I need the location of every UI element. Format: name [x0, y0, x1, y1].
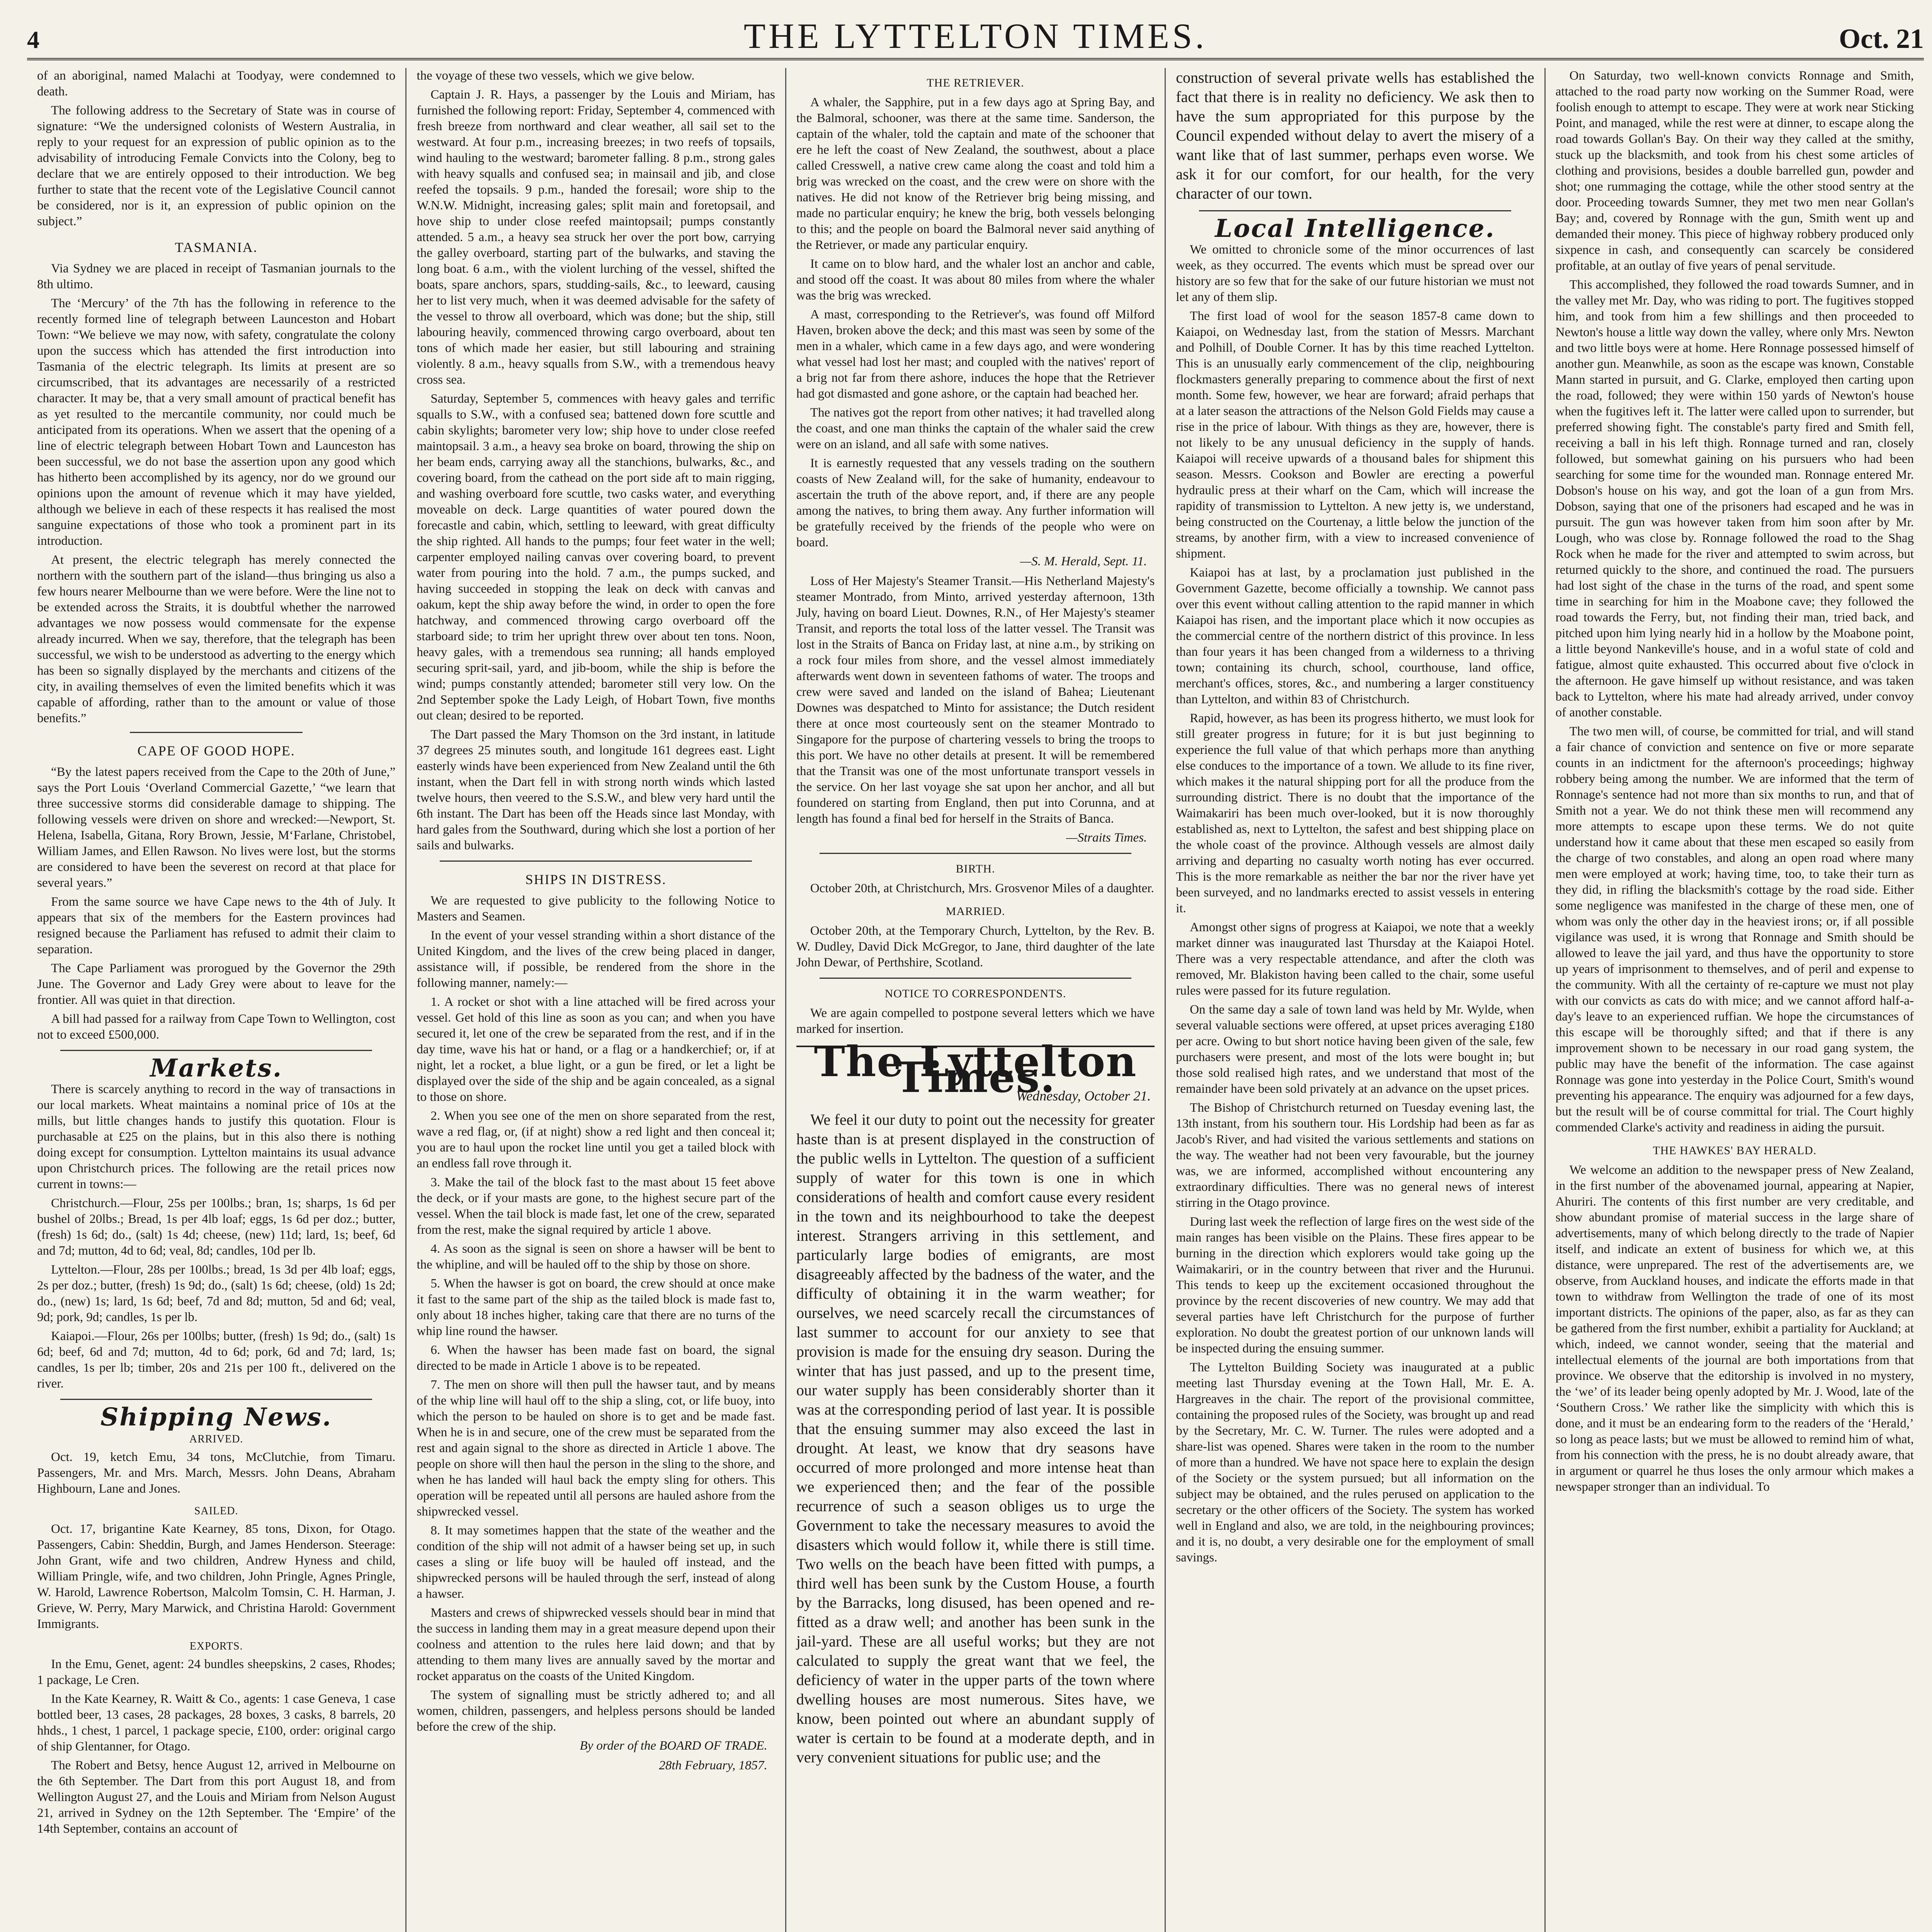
paragraph: At present, the electric telegraph has merely connected the northern with the southern part of the island—thus bringing us also a few hours nearer Melbourne than we were before. Were the line not to be extended across the Straits, it is doubtful whether the narrowed advantages we now possess would commensate for the expense already incurred. When we say, therefore, that the telegraph has been successful, we wish to be understood as adverting to the energy which has been so signally displayed by the merchants and citizens of the city, in availing themselves of even the limited benefits which it was capable of affording, rather than to the amount or value of those benefits.” [37, 553, 396, 725]
paragraph: It is earnestly requested that any vessels trading on the southern coasts of New Zealand will, for the sake of humanity, endeavour to ascertain the truth of the above report, and, if there are any people among the natives, to bring them away. Any further information will be gratefully received by the friends of the people who were on board. [796, 456, 1155, 549]
paragraph: A whaler, the Sapphire, put in a few days ago at Spring Bay, and the Balmoral, schooner, was there at the same time. Sanderson, the captain of the whaler, told the captain and mate of the schooner that ere he left the coast of New Zealand, the southwest, about a place called Cresswell, a native crew came along the coast and told him a brig was wrecked on the coast, and the crew were on shore with the natives. He did not know of the Retriever brig being missing, and made no particular enquiry; he knew the brig, both vessels belonging to this; and the people on board the Balmoral never said anything of the Retriever, or made any particular enquiry. [796, 95, 1155, 252]
paragraph: October 20th, at the Temporary Church, Lyttelton, by the Rev. B. W. Dudley, David Dick McGregor, to Jane, third daughter of the late John Dewar, of Perthshire, Scotland. [796, 924, 1155, 969]
signature-date: 28th February, 1857. [659, 1759, 767, 1772]
subheading-arrived: ARRIVED. [189, 1433, 243, 1445]
paragraph: 7. The men on shore will then pull the hawser taut, and by means of the whip line will haul off to the ship a sling, cot, or life buoy, into which the person to be hauled on shore is to get and be made fast. When he is in and secure, one of the crew must be separated from the rest and again signal to the shore as directed in Article 1 above. The people on shore will then haul the person in the sling to the shore, and when he has landed will haul back the empty sling for others. This operation will be repeated until all persons are hauled ashore from the shipwrecked vessel. [417, 1378, 775, 1519]
paragraph: 3. Make the tail of the block fast to the mast about 15 feet above the deck, or if your masts are gone, to the highest secure part of the vessel. When the tail block is made fast, let one of the crew, separated from the rest, make the signal required by article 1 above. [417, 1175, 775, 1237]
divider [60, 1399, 372, 1400]
section-heading-hawkes-bay-herald: THE HAWKES' BAY HERALD. [1653, 1144, 1817, 1157]
price-list-lyttelton: Lyttelton.—Flour, 28s per 100lbs.; bread, 1s 3d per 4lb loaf; eggs, 2s per doz.; butter, (fresh) 1s 9d; do., (salt) 1s 6d; cheese, (old) 1s 2d; do., (new) 1s; lard, 1s 6d; beef, 7d and 8d; mutton, 5d and 6d; veal, 9d; pork, 9d; candles, 1s per lb. [37, 1263, 396, 1324]
paragraph: A bill had passed for a railway from Cape Town to Wellington, cost not to exceed £500,000. [37, 1012, 396, 1042]
paragraph: The two men will, of course, be committed for trial, and will stand a fair chance of conviction and sentence on five or more separate counts in an indictment for the afternoon's proceedings; highway robbery being among the number. We are informed that the term of Ronnage's sentence had not more than six months to run, and that of Smith not a year. We do not think these men will recommend any more attempts to escape upon these terms. We do not quite understand how it came about that these men escaped so easily from the charge of two constables, and along an open road where many men were employed at work; having time, too, to take their turn as they did, in rifling the blacksmith's cottage by the road side. Either some negligence was manifested in the charge of these men, one of whom was only the other day in the heaviest irons; or, if all possible vigilance was used, it is wrong that Ronnage and Smith should be allowed to leave the jail yard, and thus have the opportunity to store up years of imprisonment to themselves, and of peril and expense to the community. With all the certainty of re-capture we must not play with our convicts as cats do with mice; and we cannot afford half-a-day's leave to an experienced ruffian. We hope the circumstances of this escape will be thoroughly sifted; and that if there is any improvement shown to be necessary in our road gang system, the public may have the benefit of the information. The case against Ronnage was gone into yesterday in the Police Court, Smith's wound preventing his appearance. The enquiry was adjourned for a few days, but the result will be of course committal for trial. The Court highly commended Clarke's activity and readiness in aiding the pursuit. [1555, 724, 1914, 1134]
paragraph: Saturday, September 5, commences with heavy gales and terrific squalls to S.W., with a confused sea; battened down fore scuttle and cabin skylights; barometer very low; ship hove to under close reefed maintopsail. 3 a.m., a heavy sea broke on board, throwing the ship on her beam ends, carrying away all the stanchions, bulwarks, &c., and covering board, from the cathead on the port side aft to main rigging, and washing overboard fore scuttle, two casks water, and everything moveable on deck. Large quantities of water poured down the forecastle and cabin, which, settling to leeward, with great difficulty the ship righted. All hands to the pumps; four feet water in the well; carpenter employed nailing canvas over covering board, to prevent water from pouring into the hold. 7 a.m., the pumps sucked, and having succeeded in stopping the leak on deck with canvas and oakum, kept the ship away before the wind, in order to open the fore hatchway, and commenced throwing cargo overboard off the starboard side; to trim her upright threw over about ten tons. Noon, heavy gales, with a tremendous sea running; all hands employed securing sprit-sail, yard, and jib-boom, while the ship is before the wind; pumps constantly attended; barometer still very low. On the 2nd September spoke the Lady Leigh, of Hobart Town, five months out clean; desired to be reported. [417, 392, 775, 723]
paragraph: Oct. 19, ketch Emu, 34 tons, McClutchie, from Timaru. Passengers, Mr. and Mrs. March, Messrs. John Deans, Abraham Highbourn, Lane and Jones. [37, 1450, 396, 1496]
paragraph: In the event of your vessel stranding within a short distance of the United Kingdom, and the lives of the crew being placed in danger, assistance will, if possible, be rendered from the shore in the following manner, namely:— [417, 929, 775, 990]
paragraph: of an aboriginal, named Malachi at Toodyay, were condemned to death. [37, 69, 396, 99]
paragraph: 1. A rocket or shot with a line attached will be fired across your vessel. Get hold of this line as soon as you can; and when you have secured it, let one of the crew be separated from the rest, and if in the day time, wave his hat or hand, or a flag or a handkerchief; or, if at night, let a rocket, a blue light, or a gun be fired, or let a light be displayed over the side of the ship and be again concealed, as a signal to those on shore. [417, 995, 775, 1104]
section-heading-ships-distress: SHIPS IN DISTRESS. [525, 872, 667, 887]
paragraph: The Cape Parliament was prorogued by the Governor the 29th June. The Governor and Lady Grey were about to leave for the frontier. All was quiet in that direction. [37, 961, 396, 1007]
paragraph: 2. When you see one of the men on shore separated from the rest, wave a red flag, or, (if at night) show a red light and then conceal it; you are to haul upon the rocket line until you get a tailed block with an endless fall rove through it. [417, 1109, 775, 1170]
citation: —Straits Times. [1066, 831, 1147, 845]
citation: —S. M. Herald, Sept. 11. [1020, 554, 1147, 568]
paragraph: the voyage of these two vessels, which we give below. [417, 69, 695, 83]
section-heading-shipping: Shipping News. [100, 1403, 332, 1432]
paragraph: Via Sydney we are placed in receipt of Tasmanian journals to the 8th ultimo. [37, 262, 396, 291]
page-number: 4 [27, 26, 39, 53]
section-heading-notice: NOTICE TO CORRESPONDENTS. [884, 987, 1066, 1000]
paragraph: In the Kate Kearney, R. Waitt & Co., agents: 1 case Geneva, 1 case bottled beer, 13 cases, 28 packages, 28 boxes, 3 casks, 8 barrels, 20 hhds., 1 chest, 1 parcel, 1 package specie, £100, order: original cargo of ship Glentanner, for Otago. [37, 1692, 396, 1753]
paragraph: There is scarcely anything to record in the way of transactions in our local markets. Wheat maintains a nominal price of 10s at the mills, but little changes hands to justify this quotation. Flour is purchasable at £25 on the plains, but in this also there is nothing doing except for consumption. Lyttelton maintains its usual advance upon Christchurch prices. The following are the retail prices now current in towns:— [37, 1082, 396, 1191]
subheading-sailed: SAILED. [194, 1505, 238, 1517]
price-list-christchurch: Christchurch.—Flour, 25s per 100lbs.; bran, 1s; sharps, 1s 6d per bushel of 20lbs.; Bread, 1s per 4lb loaf; eggs, 1s 6d per doz.; butter, (fresh) 1s 6d; do., (salt) 1s 4d; cheese, (new) 11d; lard, 1s; beef, 6d and 7d; mutton, 4d to 6d; veal, 8d; candles, 10d per lb. [37, 1196, 396, 1258]
paragraph: We welcome an addition to the newspaper press of New Zealand, in the first number of the abovenamed journal, appearing at Napier, Ahuriri. The contents of this first number are very creditable, and show abundant promise of material success in the large share of advertisements, many of which belong directly to the trade of Napier itself, and indicate an extent of business for which we, at this distance, were unprepared. The rest of the advertisements are, we observe, from Auckland houses, and indicate the efforts made in that town to withdraw from Wellington the trade of one of its most important districts. The opinions of the paper, also, as far as they can be gathered from the first number, exhibit a partiality for Auckland; at which, indeed, we cannot wonder, seeing that the material and intellectual elements of the journal are both importations from that province. We observe that the editorship is involved in no mystery, the ‘we’ of its leader being openly adopted by Mr. J. Wood, late of the ‘Southern Cross.’ We rather like the simplicity with which this is done, and it must be an endearing form to the readers of the ‘Herald,’ so long as peace lasts; but we must be allowed to remind him of what, from his connection with the press, he is no doubt already aware, that in argument or quarrel he thus loses the only armour which makes a newspaper stronger than an individual. To [1555, 1163, 1914, 1494]
paragraph: On Saturday, two well-known convicts Ronnage and Smith, attached to the road party now working on the Summer Road, were foolish enough to attempt to escape. They were at work near Sticking Point, and managed, while the rest were at dinner, to escape along the road towards Gollan's Bay. On their way they called at the smithy, stuck up the blacksmith, and took from his chest some articles of clothing and provisions, besides a double barrelled gun, powder and shot; one rummaging the cottage, while the other stood sentry at the door. Proceeding towards Sumner, they met two men near Gollan's Bay; and, covered by Ronnage with the gun, Smith went up and demanded their money. This piece of highway robbery produced only sixpence in cash, and consequently can scarcely be considered profitable, at an outlay of five years of penal servitude. [1555, 69, 1914, 273]
paragraph: The following address to the Secretary of State was in course of signature: “We the undersigned colonists of Western Australia, in reply to your request for an expression of public opinion as to the advisability of introducing Female Convicts into the Colony, beg to declare that we are entirely opposed to their introduction. We beg further to state that the recent vote of the Legislative Council cannot be considered, nor is it, an expression of public opinion on the subject.” [37, 104, 396, 228]
paragraph: The first load of wool for the season 1857-8 came down to Kaiapoi, on Wednesday last, from the station of Messrs. Marchant and Polhill, of Double Corner. It has by this time reached Lyttelton. This is an unusually early commencement of the clip, neighbouring flockmasters generally preparing to commence about the first of next month. Some few, however, we hear are forward; afraid perhaps that at a later season the attractions of the Nelson Gold Fields may cause a rise in the price of labour. With things as they are, however, there is not likely to be any unusual deficiency in the supply of hands. Kaiapoi will receive upwards of a thousand bales for shipment this season. Messrs. Cookson and Bowler are erecting a powerful hydraulic press at their wharf on the Cam, which will increase the rapidity of transmission to Lyttelton. A new jetty is, we understand, being constructed on the Courtenay, a little below the junction of the streams, by another firm, with a view to increased convenience of shipment. [1176, 309, 1534, 561]
subheading-exports: EXPORTS. [189, 1640, 243, 1652]
column-1 [27, 68, 406, 1932]
paragraph: It came on to blow hard, and the whaler lost an anchor and cable, and stood off the coast. It was about 80 miles from where the whaler was the brig was wrecked. [796, 257, 1155, 303]
paragraph: In the Emu, Genet, agent: 24 bundles sheepskins, 2 cases, Rhodes; 1 package, Le Cren. [37, 1657, 396, 1687]
paragraph: From the same source we have Cape news to the 4th of July. It appears that six of the members for the Eastern provinces had resigned because the Parliament has refused to admit their claim to separation. [37, 895, 396, 956]
paragraph: Loss of Her Majesty's Steamer Transit.—His Netherland Majesty's steamer Montrado, from Minto, arrived yesterday afternoon, 13th July, having on board Lieut. Downes, R.N., of Her Majesty's steamer Transit, and reports the total loss of the latter vessel. The Transit was lost in the Straits of Banca on Friday last, at nine a.m., by striking on a rock four miles from shore, and the vessel almost immediately afterwards went down in seventeen fathoms of water. The troops and crew were saved and landed on the island of Bahea; Lieutenant Downes was despatched to Minto for assistance; the Dutch resident there at once most courteously sent on the steamer Montrado to Singapore for the purpose of chartering vessels to bring the troops to this port. We have no other details at present. It will be remembered that the Transit was one of the most unfortunate transport vessels in the service. On her last voyage she sat upon her anchor, and all but foundered on starting from England, then put into Corunna, and at length has found a final bed for herself in the Straits of Banca. [796, 574, 1155, 826]
price-list-kaiapoi: Kaiapoi.—Flour, 26s per 100lbs; butter, (fresh) 1s 9d; do., (salt) 1s 6d; beef, 6d and 7d; mutton, 4d to 6d; pork, 6d and 7d; lard, 1s; candles, 1s per lb; timber, 20s and 21s per 100 ft., delivered on the river. [37, 1329, 396, 1391]
paragraph: We are requested to give publicity to the following Notice to Masters and Seamen. [417, 894, 775, 923]
paragraph: The Dart passed the Mary Thomson on the 3rd instant, in latitude 37 degrees 25 minutes south, and longitude 161 degrees east. Light easterly winds have been experienced from New Zealand until the 6th instant, when the Dart fell in with strong north winds which lasted twelve hours, then veered to the S.S.W., and blew very hard until the 6th instant. The Dart has been off the Heads since last Monday, with hard gales from the Southward, during which she lost a portion of her sails and bulwarks. [417, 728, 775, 852]
paragraph: This accomplished, they followed the road towards Sumner, and in the valley met Mr. Day, who was riding to port. The fugitives stopped him, and took from him a few shillings and then proceeded to Newton's house a little way down the valley, where only Mrs. Newton and two little boys were at home. Here Ronnage possessed himself of another gun. Meanwhile, as soon as the escape was known, Constable Mann started in pursuit, and G. Clarke, employed then carting upon the road, followed; they were within 150 yards of Newton's house when the fugitives left it. The latter were called upon to surrender, but preferred showing fight. The constable's party fired and Smith fell, receiving a ball in his left thigh. Ronnage turned and ran, closely followed, but somewhat gaining on his pursuers who had been searching for some time for the wounded man. Ronnage entered Mr. Dobson's house on his way, and got the loan of a gun from Mrs. Dobson, saying that one of the prisoners had escaped and he was in pursuit. The gun was however taken from him soon after by Mr. Lough, who was close by. Ronnage followed the road to the Shag Rock when he made for the river and attempted to swim across, but returned quickly to the shore, and continued the road. The pursuers had lost sight of the chase in the turns of the road, and spent some time in searching for him in the Moabone cave; they followed the road towards the Ferry, but, not finding their man, tried back, and pitched upon him lying nearly hid in a hollow by the Moabone point, a little beyond Nankeville's house, and in a woful state of cold and fatigue, almost quite exhausted. This occurred about five o'clock in the afternoon. He gave himself up without resistance, and was taken back to Lyttelton, where his mate had already arrived, under convoy of another constable. [1555, 278, 1914, 719]
section-heading-married: MARRIED. [946, 905, 1005, 918]
section-heading-markets: Markets. [150, 1054, 283, 1083]
paragraph: The Robert and Betsy, hence August 12, arrived in Melbourne on the 6th September. The Dart from this port August 18, and from Wellington August 27, and the Louis and Miriam from Nelson August 21, arrived in Sydney on the 12th September. The ‘Empire’ of the 14th September, contains an account of [37, 1759, 396, 1836]
divider [440, 861, 752, 862]
newspaper-title: THE LYTTELTON TIMES. [743, 16, 1208, 56]
editorial-date: Wednesday, October 21. [1016, 1088, 1151, 1104]
paragraph: construction of several private wells has established the fact that there is in reality no deficiency. We ask then to have the sum appropriated for this purpose by the Council expended without delay to avert the misery of a want like that of last summer, perhaps even worse. We ask it for our comfort, for our health, for the very character of our town. [1176, 69, 1534, 202]
column-4 [1166, 68, 1545, 1932]
paragraph: We omitted to chronicle some of the minor occurrences of last week, as they occurred. The events which must be spread over our history are so few that for the sake of our future historian we must not let any of them slip. [1176, 243, 1534, 304]
editorial-nameplate: The Lyttelton Times. [796, 1046, 1155, 1086]
paragraph: 6. When the hawser has been made fast on board, the signal directed to be made in Article 1 above is to be repeated. [417, 1343, 775, 1373]
paragraph: The system of signalling must be strictly adhered to; and all women, children, passengers, and helpless persons should be landed before the crew of the ship. [417, 1688, 775, 1734]
section-heading-tasmania: TASMANIA. [175, 240, 258, 255]
paragraph: Masters and crews of shipwrecked vessels should bear in mind that the success in landing them may in a great measure depend upon their coolness and attention to the rules here laid down; and that by attending to them many lives are annually saved by the mortar and rocket apparatus on the coasts of the United Kingdom. [417, 1606, 775, 1683]
column-3 [786, 68, 1166, 1932]
column-5 [1546, 68, 1924, 1932]
columns [27, 68, 1924, 1932]
masthead [27, 15, 1924, 60]
paragraph: 4. As soon as the signal is seen on shore a hawser will be bent to the whipline, and will be hauled off to the ship by those on shore. [417, 1242, 775, 1272]
paragraph: 5. When the hawser is got on board, the crew should at once make it fast to the same part of the ship as the tailed block is made fast to, only about 18 inches higher, taking care that there are no turns of the whip line round the hawser. [417, 1277, 775, 1338]
paragraph: October 20th, at Christchurch, Mrs. Grosvenor Miles of a daughter. [810, 881, 1154, 895]
section-heading-cape: CAPE OF GOOD HOPE. [137, 743, 295, 759]
paragraph: The ‘Mercury’ of the 7th has the following in reference to the recently formed line of telegraph between Launceston and Hobart Town: “We believe we may now, with safety, congratulate the colony upon the success which has attended the first introduction into Tasmania of the electric telegraph. Its limits at present are so circumscribed, that its advantages are necessarily of a restricted character. It may be, that a very small amount of practical benefit has as yet resulted to the mercantile community, nor could much be anticipated from its operations. When we assert that the opening of a line of electric telegraph between Hobart Town and Launceston has been successful, we do not base the assertion upon any good which has hitherto been accomplished by its agency, nor do we ground our opinions upon the amount of revenue which it may have yielded, although we believe in each of these respects it has realised the most sanguine expectations of those who took a prominent part in its introduction. [37, 296, 396, 548]
divider [820, 978, 1131, 979]
signature-line: By order of the BOARD OF TRADE. [580, 1739, 767, 1753]
divider [1199, 210, 1511, 211]
editorial-body [796, 1110, 1155, 1767]
issue-date: Oct. 21 [1839, 23, 1924, 54]
section-heading-retriever: THE RETRIEVER. [927, 77, 1024, 89]
paragraph: Oct. 17, brigantine Kate Kearney, 85 tons, Dixon, for Otago. Passengers, Cabin: Sheddin, Burgh, and James Henderson. Steerage: John Grant, wife and two children, Andrew Hyness and child, William Pringle, wife, and two children, John Pringle, Agnes Pringle, W. Harold, Lawrence Robertson, Malcolm Tomsin, C. H. Harman, J. Grieve, W. Perry, Mary Marwick, and Christina Harold: Government Immigrants. [37, 1522, 396, 1631]
column-2 [406, 68, 786, 1932]
section-heading-birth: BIRTH. [956, 862, 995, 875]
paragraph: Kaiapoi has at last, by a proclamation just published in the Government Gazette, become officially a township. We cannot pass over this event without calling attention to the rapid manner in which Kaiapoi has risen, and the important place which it now occupies as the commercial centre of the northern district of this province. In less than four years it has been changed from a wilderness to a thriving town; containing its church, school, courthouse, land office, merchant's offices, stores, &c., and numbering a larger constituency than Lyttelton, and within 83 of Christchurch. [1176, 566, 1534, 706]
paragraph: The Lyttelton Building Society was inaugurated at a public meeting last Thursday evening at the Town Hall, Mr. E. A. Hargreaves in the chair. The report of the provisional committee, containing the proposed rules of the Society, was brought up and read by the Secretary, Mr. C. W. Turner. The rules were adopted and a share-list was opened. Shares were taken in the room to the number of more than a hundred. We have not space here to explain the design of the Society or the system pursued; but all information on the subject may be obtained, and the rules perused on application to the secretary or the other officers of the Society. The system has worked well in England and also, we are told, in the neighbouring provinces; and it is, no doubt, a very desirable one for the employment of small savings. [1176, 1361, 1534, 1565]
divider [60, 1050, 372, 1051]
paragraph: “By the latest papers received from the Cape to the 20th of June,” says the Port Louis ‘Overland Commercial Gazette,’ “we learn that three successive storms did considerable damage to shipping. The following vessels were driven on shore and wrecked:—Newport, St. Helena, Isabella, Gitana, Rory Brown, Jessie, M‘Farlane, Christobel, William James, and Ellen Rawson. No lives were lost, but the storms are considered to have been the severest on record at that place for several years.” [37, 765, 396, 890]
paragraph: Rapid, however, as has been its progress hitherto, we must look for still greater progress in future; for it is but just beginning to experience the full value of that which perhaps more than anything else conduces to the importance of a town. We allude to its fine river, which makes it the natural shipping port for all the produce from the surrounding district. There is no doubt that the importance of the Waimakariri has been much over-looked, but it is now thoroughly established as, next to Lyttelton, the safest and best shipping place on the whole coast of the province. Although vessels are almost daily arriving and departing no casualty worth noting has ever occurred. This is the more remarkable as neither the bar nor the river have yet been surveyed, and no landmarks erected to assist vessels in entering it. [1176, 711, 1534, 915]
paragraph: Amongst other signs of progress at Kaiapoi, we note that a weekly market dinner was inaugurated last Thursday at the Kaiapoi Hotel. There was a very respectable attendance, and after the cloth was removed, Mr. Blakiston having been called to the chair, some useful rules were passed for its future regulation. [1176, 920, 1534, 998]
paragraph: The Bishop of Christchurch returned on Tuesday evening last, the 13th instant, from his southern tour. His Lordship had been as far as Jacob's River, and had visited the various settlements and stations on the way. The weather had not been very favourable, but the journey was, we are informed, accomplished without encountering any extraordinary difficulties. There was no general news of interest stirring in the Otago province. [1176, 1101, 1534, 1210]
paragraph: During last week the reflection of large fires on the west side of the main ranges has been visible on the Plains. These fires appear to be burning in the direction which explorers would take going up the Waimakariri, or in the country between that river and the Hurunui. This tends to keep up the excitement occasioned throughout the province by the recent discoveries of new country. We may add that several parties have left Christchurch for the purpose of further exploration. No doubt the greatest portion of our unknown lands will be inspected during the ensuing summer. [1176, 1215, 1534, 1355]
editorial-continued [1176, 68, 1534, 203]
paragraph: We feel it our duty to point out the necessity for greater haste than is at present displayed in the construction of the public wells in Lyttelton. The question of a sufficient supply of water for this town is one in which considerations of health and comfort cause every resident in the town and its neighbourhood to take the deepest interest. Strangers arriving in this settlement, and particularly large bodies of emigrants, are most disagreeably affected by the badness of the water, and the difficulty of obtaining it in the warm weather; for ourselves, we need scarcely recall the circumstances of last summer to account for our anxiety to see that provision is made for the ensuing dry season. During the winter that has just passed, and up to the present time, our water supply has been considerably shorter than it was at the corresponding period of last year. It is possible that the ensuing summer may also exceed the last in drought. At least, we know that dry seasons have occurred of more prolonged and more intense heat than we experienced then; and the fear of the possible recurrence of such a season obliges us to urge the Government to take the necessary measures to avoid the disasters which would follow it, while there is still time. Two wells on the beach have been fitted with pumps, a third well has been sunk by the Custom House, a fourth by the Barracks, long disused, has been opened and re-fitted as a draw well; and another has been sunk in the jail-yard. These are all useful works; but they are not calculated to supply the great want that we feel, the deficiency of water in the upper parts of the town where dwelling houses are most numerous. Sites have, we know, been pointed out where an abundant supply of water is certain to be found at a moderate depth, and in very convenient situations for public use; and the [796, 1111, 1155, 1766]
paragraph: On the same day a sale of town land was held by Mr. Wylde, when several valuable sections were offered, at upset prices averaging £180 per acre. Owing to but short notice having been given of the sale, few purchasers were present, and most of the lots were bought in; but those sold realised high rates, and we understand that most of the remainder have been sold privately at an advance on the upset prices. [1176, 1003, 1534, 1096]
paragraph: The natives got the report from other natives; it had travelled along the coast, and one man thinks the captain of the whaler said the crew were on an island, and all safe with some natives. [796, 406, 1155, 451]
divider [130, 732, 303, 733]
paragraph: Captain J. R. Hays, a passenger by the Louis and Miriam, has furnished the following report: Friday, September 4, commenced with fresh breeze from northward and clear weather, all sail set to the westward. At four p.m., increasing breezes; in two reefs of topsails, wind hauling to the westward; barometer falling. 8 p.m., strong gales with heavy squalls and confused sea; in mainsail and jib, and close reefed the topsails. 9 p.m., handed the foresail; wore ship to the W.N.W. Midnight, increasing gales; split main and foretopsail, and hove ship to under close reefed maintopsail; pumps constantly attended. 5 a.m., a heavy sea struck her over the port bow, carrying the galley overboard, starting part of the bulwarks, and staving the long boat. 6 a.m., with the violent lurching of the vessel, shifted the boats, spare anchors, spars, studding-sails, &c., to leeward, causing her to list very much, when it was deemed advisable for the safety of the vessel to throw all overboard, which was done; but the ship, still labouring heavily, commenced throwing cargo overboard, about ten tons of which made her easier, but still labouring and straining violently. 8 a.m., heavy squalls from S.W., with a tremendous heavy cross sea. [417, 88, 775, 387]
paragraph: 8. It may sometimes happen that the state of the weather and the condition of the ship will not admit of a hawser being set up, in such cases a sling or life buoy will be hauled off instead, and the shipwrecked persons will be hauled through the serf, instead of along a hawser. [417, 1524, 775, 1601]
section-heading-local-intelligence: Local Intelligence. [1215, 214, 1495, 243]
paragraph: We are again compelled to postpone several letters which we have marked for insertion. [796, 1006, 1155, 1036]
paragraph: A mast, corresponding to the Retriever's, was found off Milford Haven, broken above the deck; and this mast was seen by some of the men in a whaler, which came in a few days ago, and were wondering what vessel had lost her mast; and coupled with the natives' report of a brig not far from there ashore, induces the hope that the Retriever had got dismasted and gone ashore, or the captain had beached her. [796, 308, 1155, 401]
divider [820, 853, 1131, 854]
